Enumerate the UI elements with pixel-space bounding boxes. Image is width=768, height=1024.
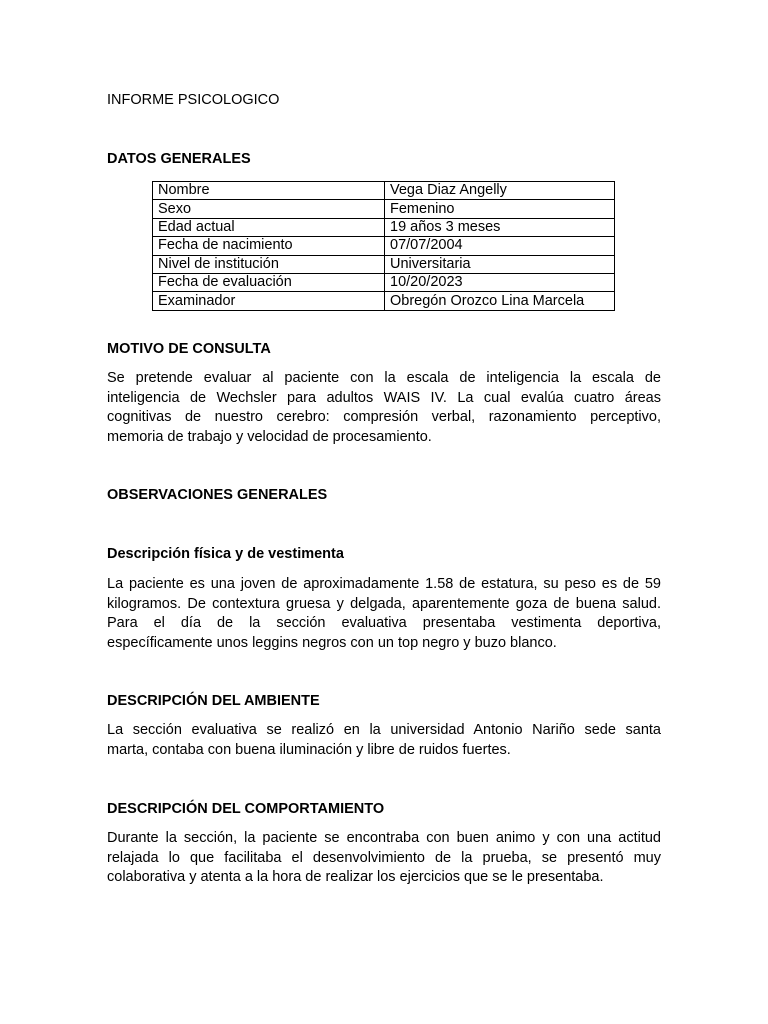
table-cell-value: 10/20/2023 bbox=[385, 273, 615, 291]
table-cell-value: Obregón Orozco Lina Marcela bbox=[385, 292, 615, 310]
document-title: INFORME PSICOLOGICO bbox=[107, 92, 280, 108]
paragraph-line: marta, contaba con buena iluminación y libre de ruidos fuertes. bbox=[107, 741, 511, 758]
table-row bbox=[153, 182, 615, 200]
table-cell-value: Universitaria bbox=[385, 255, 615, 273]
table-cell-value: Femenino bbox=[385, 200, 615, 218]
table-row bbox=[153, 218, 615, 236]
table-row bbox=[153, 255, 615, 273]
motivo-consulta-heading: MOTIVO DE CONSULTA bbox=[107, 341, 271, 357]
motivo-consulta-paragraph bbox=[107, 369, 661, 447]
descripcion-fisica-heading: Descripción física y de vestimenta bbox=[107, 546, 344, 562]
table-cell-value: 07/07/2004 bbox=[385, 237, 615, 255]
paragraph-line: cognitivas de nuestro cerebro: compresión verbal, razonamiento perceptivo, bbox=[107, 409, 661, 425]
table-row bbox=[153, 237, 615, 255]
descripcion-fisica-paragraph bbox=[107, 575, 661, 653]
observaciones-generales-heading: OBSERVACIONES GENERALES bbox=[107, 487, 328, 503]
paragraph-line: La paciente es una joven de aproximadamente 1.58 de estatura, su peso es de 59 bbox=[107, 576, 661, 592]
paragraph-line: Para el día de la sección evaluativa presentaba vestimenta deportiva, bbox=[107, 615, 661, 631]
descripcion-comportamiento-paragraph bbox=[107, 829, 661, 888]
descripcion-ambiente-paragraph bbox=[107, 721, 661, 760]
datos-generales-table bbox=[152, 181, 615, 311]
paragraph-line: kilogramos. De contextura gruesa y delgada, aparentemente goza de buena salud. bbox=[107, 595, 661, 612]
table-cell-label: Sexo bbox=[153, 200, 385, 218]
table-cell-label: Examinador bbox=[153, 292, 385, 310]
table-cell-label: Fecha de nacimiento bbox=[153, 237, 385, 255]
table-cell-label: Fecha de evaluación bbox=[153, 273, 385, 291]
paragraph-line: inteligencia de Wechsler para adultos WAIS IV. La cual evalúa cuatro áreas bbox=[107, 389, 661, 406]
table-row bbox=[153, 273, 615, 291]
paragraph-line: colaborativa y atenta a la hora de realizar los ejercicios que se le presentaba. bbox=[107, 869, 604, 885]
paragraph-line: específicamente unos leggins negros con un top negro y buzo blanco. bbox=[107, 634, 557, 651]
paragraph-line: Se pretende evaluar al paciente con la escala de inteligencia la escala de bbox=[107, 370, 661, 386]
paragraph-line: La sección evaluativa se realizó en la universidad Antonio Nariño sede santa bbox=[107, 722, 661, 738]
table-cell-label: Edad actual bbox=[153, 218, 385, 236]
table-cell-value: 19 años 3 meses bbox=[385, 218, 615, 236]
datos-generales-heading: DATOS GENERALES bbox=[107, 151, 251, 167]
descripcion-comportamiento-heading: DESCRIPCIÓN DEL COMPORTAMIENTO bbox=[107, 801, 385, 817]
paragraph-line: memoria de trabajo y velocidad de procesamiento. bbox=[107, 428, 432, 445]
table-cell-label: Nivel de institución bbox=[153, 255, 385, 273]
table-cell-label: Nombre bbox=[153, 182, 385, 200]
paragraph-line: Durante la sección, la paciente se encontraba con buen animo y con una actitud bbox=[107, 830, 661, 846]
table-row bbox=[153, 292, 615, 310]
table-cell-value: Vega Diaz Angelly bbox=[385, 182, 615, 200]
table-row bbox=[153, 200, 615, 218]
paragraph-line: relajada lo que facilitaba el desenvolvimiento de la prueba, se presentó muy bbox=[107, 849, 661, 866]
descripcion-ambiente-heading: DESCRIPCIÓN DEL AMBIENTE bbox=[107, 693, 320, 709]
